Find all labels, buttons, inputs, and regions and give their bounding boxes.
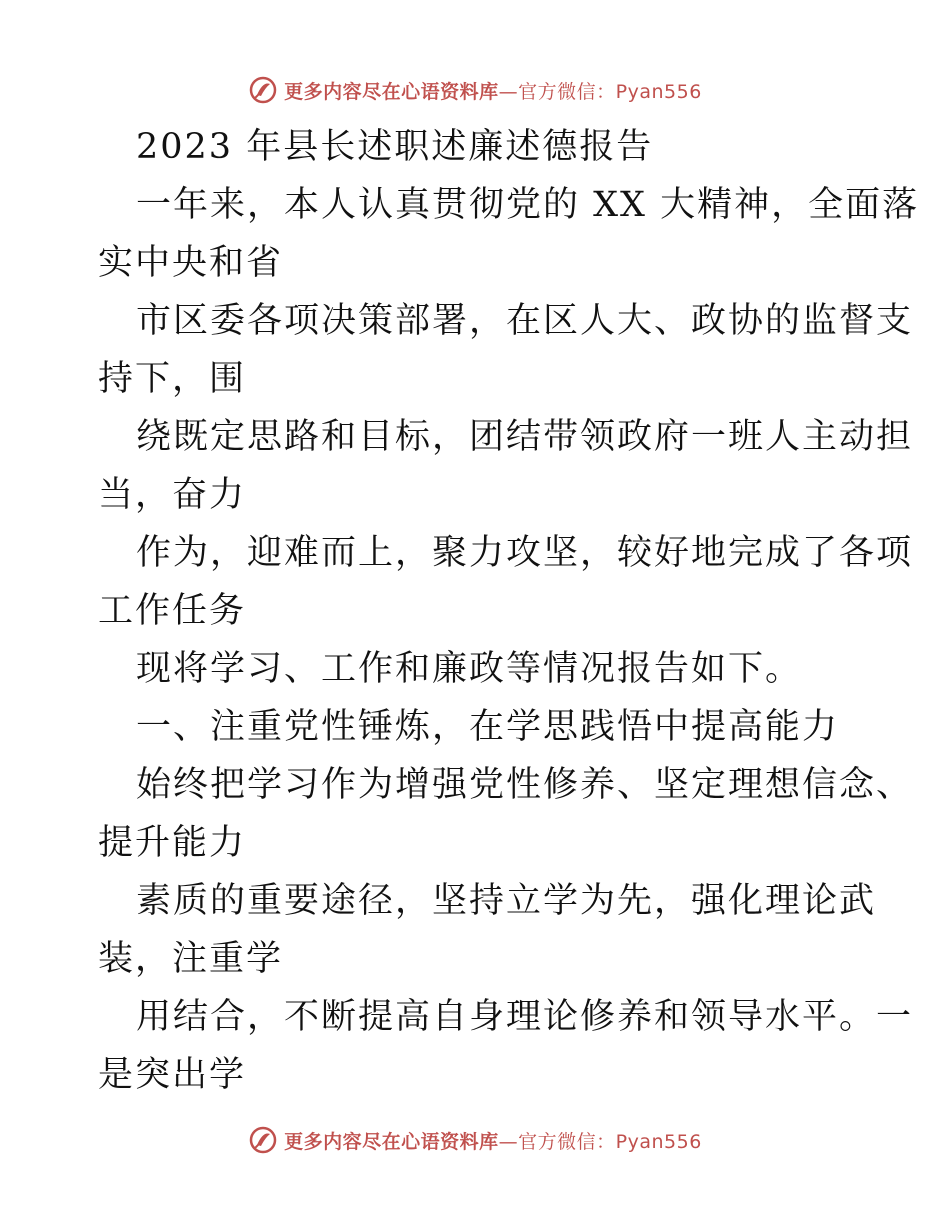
paragraph-line: 始终把学习作为增强党性修养、坚定理想信念、	[136, 765, 914, 805]
paragraph-line: 市区委各项决策部署，在区人大、政协的监督支	[136, 301, 914, 341]
watermark-wechat: 官方微信：Pyan556	[518, 1130, 702, 1153]
watermark-text	[284, 1127, 702, 1154]
watermark-banner-top	[0, 70, 950, 110]
watermark-wechat: 官方微信：Pyan556	[518, 80, 702, 103]
watermark-dash: —	[498, 1130, 519, 1153]
paragraph-line: 是突出学	[98, 1055, 247, 1095]
logo-icon	[248, 1125, 278, 1155]
paragraph-line: 工作任务	[98, 591, 247, 631]
paragraph-line: 实中央和省	[98, 243, 284, 283]
paragraph-line: 持下，围	[98, 359, 247, 399]
paragraph-line: 一、注重党性锤炼，在学思践悟中提高能力	[136, 707, 840, 747]
paragraph-line: 现将学习、工作和廉政等情况报告如下。	[136, 649, 803, 689]
paragraph-line: 2023 年县长述职述廉述德报告	[136, 127, 654, 167]
watermark-dash: —	[498, 80, 519, 103]
watermark-banner-bottom	[0, 1120, 950, 1160]
watermark-site-name: 更多内容尽在心语资料库	[284, 1130, 499, 1153]
paragraph-line: 绕既定思路和目标，团结带领政府一班人主动担	[136, 417, 914, 457]
paragraph-line: 当，奋力	[98, 475, 247, 515]
watermark-text	[284, 77, 702, 104]
paragraph-line: 用结合，不断提高自身理论修养和领导水平。一	[136, 997, 914, 1037]
paragraph-line: 装，注重学	[98, 939, 284, 979]
logo-icon	[248, 75, 278, 105]
paragraph-line: 一年来，本人认真贯彻党的 XX 大精神，全面落	[136, 185, 920, 225]
paragraph-line: 提升能力	[98, 823, 247, 863]
watermark-site-name: 更多内容尽在心语资料库	[284, 80, 499, 103]
paragraph-line: 素质的重要途径，坚持立学为先，强化理论武	[136, 881, 877, 921]
paragraph-line: 作为，迎难而上，聚力攻坚，较好地完成了各项	[136, 533, 914, 573]
document-body	[98, 118, 920, 1104]
